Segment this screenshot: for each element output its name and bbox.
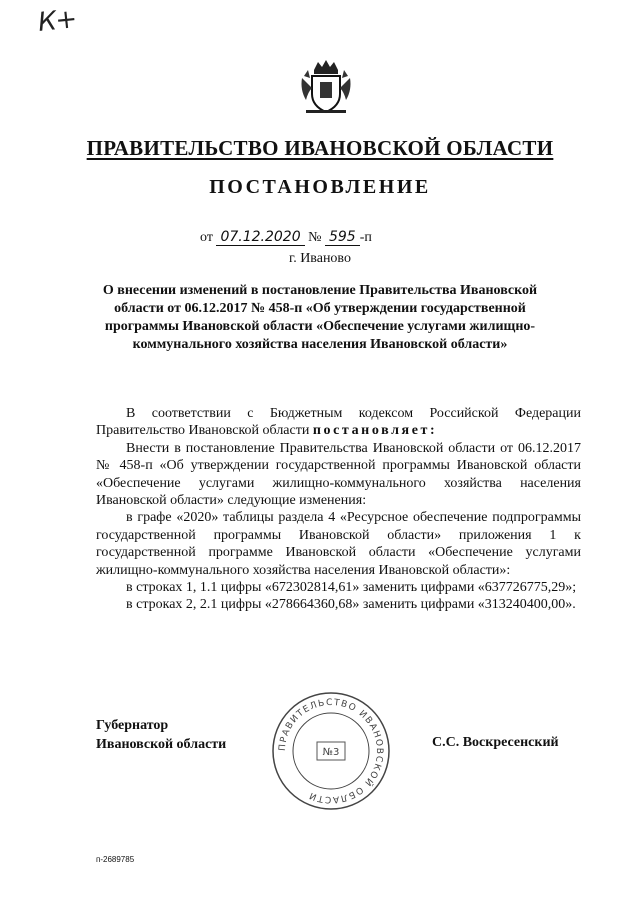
body-paragraph <box>96 405 581 440</box>
subject-heading: О внесении изменений в постановление Правительства Ивановской области от 06.12.2017 № 458-п «Об утверждении государственной программы Ивановской области «Обеспечение услугами жилищно-коммунального хозяйства населения Ивановской области» <box>102 283 538 352</box>
body-paragraph: в строках 1, 1.1 цифры «672302814,61» заменить цифрами «637726775,29»; <box>126 580 577 596</box>
document-body <box>96 405 581 614</box>
body-paragraph: Внести в постановление Правительства Ивановской области от 06.12.2017 № 458-п «Об утверждении государственной программы Ивановской области «Обеспечение услугами жилищно-коммунального хозяйства населения Ивановской области» следующие изменения: <box>96 440 581 509</box>
body-paragraph: в графе «2020» таблицы раздела 4 «Ресурсное обеспечение подпрограммы государственной программы Ивановской области» приложения 1 к государственной программе Ивановской области «Обеспечение услугами жилищно-коммунального хозяйства населения Ивановской области»: <box>96 510 581 578</box>
government-title: ПРАВИТЕЛЬСТВО ИВАНОВСКОЙ ОБЛАСТИ <box>86 136 554 160</box>
body-paragraph-text: В соответствии с Бюджетным кодексом Российской Федерации Правительство Ивановской области <box>96 406 581 439</box>
signatory-name: С.С. Воскресенский <box>432 735 559 750</box>
number-value: 595 <box>325 229 360 246</box>
seal-text: ПРАВИТЕЛЬСТВО ИВАНОВСКОЙ ОБЛАСТИ <box>277 697 385 805</box>
document-type-title: ПОСТАНОВЛЕНИЕ <box>209 176 431 198</box>
official-seal <box>270 690 392 812</box>
handwritten-note: К+ <box>36 4 78 38</box>
position-line: Губернатор <box>96 718 169 733</box>
coat-of-arms-emblem <box>298 56 354 116</box>
number-suffix: -п <box>359 230 372 245</box>
city-line: г. Иваново <box>289 251 351 266</box>
date-prefix: от <box>200 230 213 245</box>
number-prefix: № <box>308 230 322 245</box>
seal-center-number: №3 <box>322 747 340 758</box>
signatory-position <box>96 716 226 754</box>
body-paragraph: в строках 2, 2.1 цифры «278664360,68» заменить цифрами «313240400,00». <box>126 597 576 613</box>
date-value: 07.12.2020 <box>216 229 304 246</box>
footer-code: п-2689785 <box>96 855 135 864</box>
resolution-action: постановляет: <box>312 423 438 439</box>
date-number-line <box>200 229 480 246</box>
position-line: Ивановской области <box>96 737 227 752</box>
